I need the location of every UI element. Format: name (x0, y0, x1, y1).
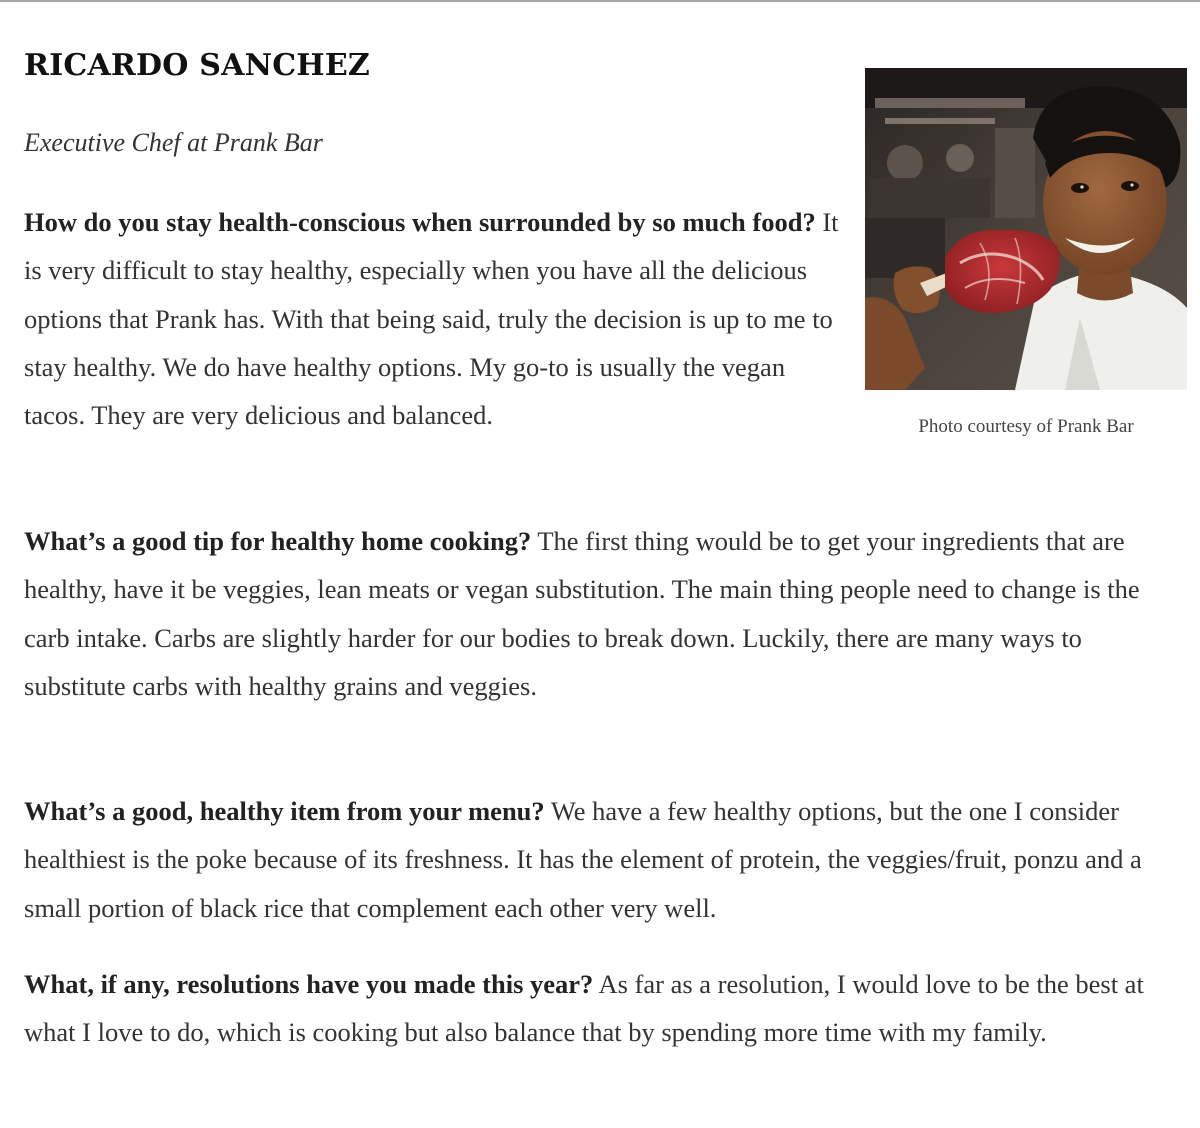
qa-question: How do you stay health-conscious when surrounded by so much food? (24, 207, 816, 237)
qa-item (24, 787, 1190, 932)
qa-item (24, 960, 1190, 1057)
qa-question: What’s a good, healthy item from your menu? (24, 796, 545, 826)
qa-question: What, if any, resolutions have you made this year? (24, 969, 594, 999)
chef-photo (865, 68, 1187, 390)
photo-caption: Photo courtesy of Prank Bar (918, 416, 1134, 437)
top-divider (0, 0, 1200, 2)
chef-name: RICARDO SANCHEZ (24, 48, 370, 83)
chef-photo-figure (865, 68, 1187, 440)
qa-answer: The first thing would be to get your ingredients that are healthy, have it be veggies, lean meats or vegan substitution. The main thing people need to change is the carb intake. Carbs are slightly harder for our bodies to break down. Luckily, there are many ways to substitute carbs with healthy grains and veggies. (24, 526, 1140, 701)
chef-role: Executive Chef at Prank Bar (24, 128, 323, 157)
qa-answer: As far as a resolution, I would love to be the best at what I love to do, which is cooking but also balance that by spending more time with my family. (24, 969, 1144, 1048)
qa-answer: It is very difficult to stay healthy, especially when you have all the delicious options that Prank has. With that being said, truly the decision is up to me to stay healthy. We do have healthy options. My go-to is usually the vegan tacos. They are very delicious and balanced. (24, 207, 839, 431)
qa-item (24, 198, 839, 439)
qa-question: What’s a good tip for healthy home cooking? (24, 526, 532, 556)
qa-item (24, 517, 1190, 710)
qa-answer: We have a few healthy options, but the one I consider healthiest is the poke because of its freshness. It has the element of protein, the veggies/fruit, ponzu and a small portion of black rice that complement each other very well. (24, 796, 1142, 923)
